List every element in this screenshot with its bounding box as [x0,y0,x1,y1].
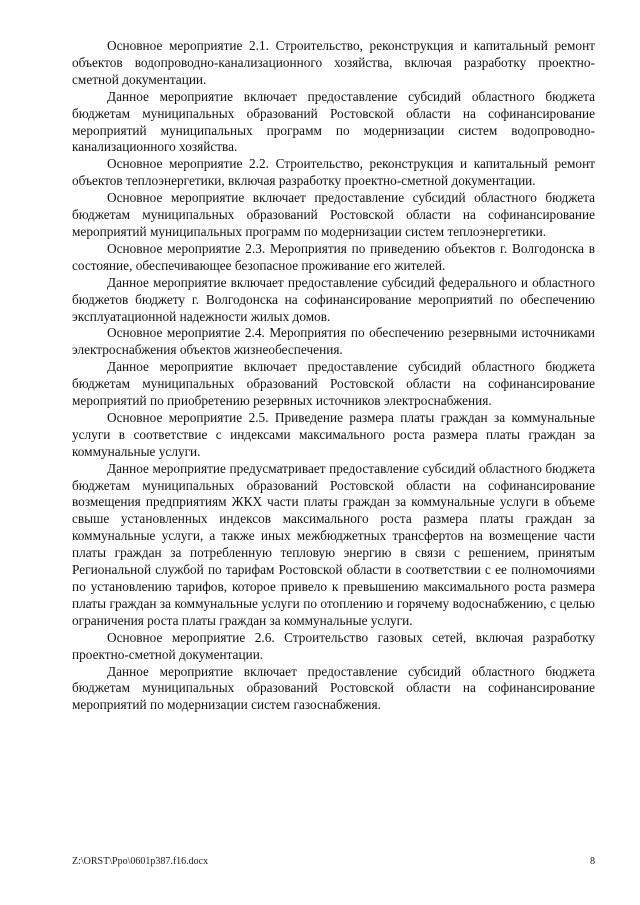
paragraph-main-activity-2-6: Основное мероприятие 2.6. Строительство газовых сетей, включая разработку проектно-сметной документации. [72,629,595,662]
paragraph-activity-2-5-description: Данное мероприятие предусматривает предоставление субсидий областного бюджета бюджетам муниципальных образований Ростовской области на софинансирование возмещения предприятиям ЖКХ части платы граждан за коммунальные услуги в объеме свыше установленных индексов максимального роста размера платы граждан за коммунальные услуги, а также иных межбюджетных трансфертов на возмещение части платы граждан за потребленную тепловую энергию в связи с решением, принятым Региональной службой по тарифам Ростовской области в соответствии с ее полномочиями по установлению тарифов, которое привело к превышению максимального роста размера платы граждан за коммунальные услуги по отоплению и горячему водоснабжению, с целью ограничения роста платы граждан за коммунальные услуги. [72,460,595,628]
document-body [72,38,595,714]
page-footer [72,855,595,869]
paragraph-main-activity-2-5: Основное мероприятие 2.5. Приведение размера платы граждан за коммунальные услуги в соответствие с индексами максимального роста размера платы граждан за коммунальные услуги. [72,409,595,459]
footer-file-path: Z:\ORST\Ppo\0601p387.f16.docx [72,856,209,867]
paragraph-activity-2-3-description: Данное мероприятие включает предоставление субсидий федерального и областного бюджетов бюджету г. Волгодонска на софинансирование мероприятий по обеспечению эксплуатационной надежности жилых домов. [72,274,595,324]
paragraph-main-activity-2-4: Основное мероприятие 2.4. Мероприятия по обеспечению резервными источниками электроснабжения объектов жизнеобеспечения. [72,325,595,358]
footer-page-number: 8 [590,856,595,867]
paragraph-activity-2-6-description: Данное мероприятие включает предоставление субсидий областного бюджета бюджетам муниципальных образований Ростовской области на софинансирование мероприятий по модернизации систем газоснабжения. [72,663,595,713]
paragraph-activity-2-4-description: Данное мероприятие включает предоставление субсидий областного бюджета бюджетам муниципальных образований Ростовской области на софинансирование мероприятий по приобретению резервных источников электроснабжения. [72,359,595,409]
paragraph-main-activity-2-2: Основное мероприятие 2.2. Строительство, реконструкция и капитальный ремонт объектов теплоэнергетики, включая разработку проектно-сметной документации. [72,156,595,189]
paragraph-main-activity-2-3: Основное мероприятие 2.3. Мероприятия по приведению объектов г. Волгодонска в состояние, обеспечивающее безопасное проживание его жителей. [72,240,595,273]
paragraph-activity-2-2-description: Основное мероприятие включает предоставление субсидий областного бюджета бюджетам муниципальных образований Ростовской области на софинансирование мероприятий муниципальных программ по модернизации систем теплоэнергетики. [72,190,595,239]
paragraph-activity-2-1-description: Данное мероприятие включает предоставление субсидий областного бюджета бюджетам муниципальных образований Ростовской области на софинансирование мероприятий муниципальных программ по модернизации систем водопроводно-канализационного хозяйства. [72,88,595,155]
paragraph-main-activity-2-1: Основное мероприятие 2.1. Строительство, реконструкция и капитальный ремонт объектов водопроводно-канализационного хозяйства, включая разработку проектно-сметной документации. [72,38,595,87]
